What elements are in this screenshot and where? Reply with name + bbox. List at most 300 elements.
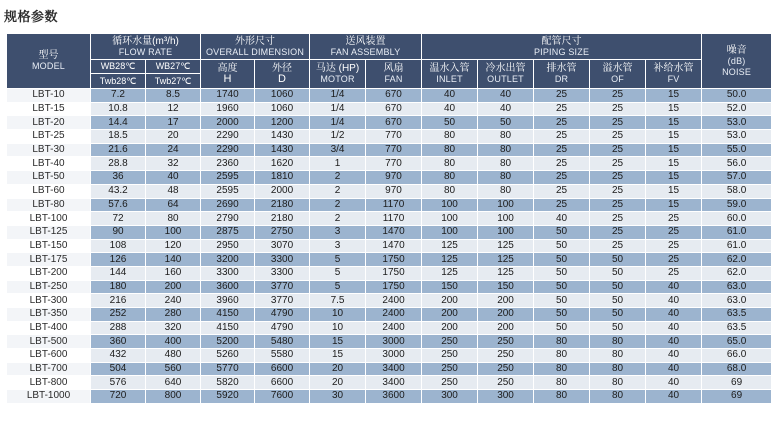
cell-makeup: 40: [646, 321, 702, 335]
cell-outlet: 125: [478, 253, 534, 267]
cell-noise: 58.0: [702, 184, 772, 198]
cell-model: LBT-400: [7, 321, 91, 335]
cell-outlet: 125: [478, 266, 534, 280]
header-noise-en: NOISE: [722, 66, 752, 77]
header-overflow: [590, 60, 646, 89]
cell-outlet: 100: [478, 225, 534, 239]
cell-makeup: 25: [646, 212, 702, 226]
header-makeup-cn: 补给水管: [653, 63, 694, 74]
cell-diameter: 1060: [255, 102, 310, 116]
cell-flow-wb28: 10.8: [91, 102, 146, 116]
cell-flow-wb27: 32: [146, 157, 201, 171]
cell-diameter: 2000: [255, 184, 310, 198]
cell-outlet: 150: [478, 280, 534, 294]
cell-diameter: 3770: [255, 294, 310, 308]
cell-flow-wb27: 80: [146, 212, 201, 226]
header-noise-cn: 噪音: [726, 44, 747, 56]
header-motor-en: MOTOR: [320, 74, 355, 84]
cell-outlet: 200: [478, 321, 534, 335]
cell-inlet: 100: [422, 212, 478, 226]
header-inlet-cn: 温水入管: [429, 63, 470, 74]
cell-outlet: 250: [478, 376, 534, 390]
cell-overflow: 50: [590, 280, 646, 294]
cell-diameter: 5480: [255, 335, 310, 349]
header-piping-en: PIPING SIZE: [533, 46, 590, 57]
cell-flow-wb28: 43.2: [91, 184, 146, 198]
cell-inlet: 100: [422, 225, 478, 239]
cell-height: 5920: [201, 390, 255, 404]
cell-motor: 20: [310, 362, 366, 376]
cell-height: 1960: [201, 102, 255, 116]
cell-motor: 3/4: [310, 143, 366, 157]
cell-fan: 1470: [366, 239, 422, 253]
cell-flow-wb27: 480: [146, 349, 201, 363]
header-makeup: [646, 60, 702, 89]
cell-diameter: 6600: [255, 376, 310, 390]
header-flow-twb28: Twb28℃: [91, 74, 146, 89]
cell-inlet: 100: [422, 198, 478, 212]
cell-noise: 57.0: [702, 171, 772, 185]
cell-flow-wb27: 400: [146, 335, 201, 349]
cell-flow-wb27: 8.5: [146, 89, 201, 103]
cell-inlet: 80: [422, 143, 478, 157]
header-fan-en: FAN: [384, 74, 403, 84]
cell-noise: 63.0: [702, 294, 772, 308]
header-makeup-en: FV: [667, 74, 680, 84]
table-row: [7, 212, 772, 226]
cell-outlet: 100: [478, 212, 534, 226]
cell-overflow: 50: [590, 308, 646, 322]
cell-diameter: 5580: [255, 349, 310, 363]
header-inlet-en: INLET: [436, 74, 463, 84]
cell-model: LBT-300: [7, 294, 91, 308]
cell-outlet: 250: [478, 349, 534, 363]
cell-height: 5200: [201, 335, 255, 349]
cell-motor: 2: [310, 171, 366, 185]
cell-overflow: 25: [590, 157, 646, 171]
cell-overflow: 25: [590, 130, 646, 144]
header-dimension-cn: 外形尺寸: [235, 35, 276, 47]
cell-outlet: 80: [478, 157, 534, 171]
cell-flow-wb27: 240: [146, 294, 201, 308]
cell-inlet: 80: [422, 130, 478, 144]
cell-flow-wb28: 504: [91, 362, 146, 376]
cell-diameter: 7600: [255, 390, 310, 404]
cell-noise: 53.0: [702, 116, 772, 130]
cell-fan: 2400: [366, 294, 422, 308]
cell-fan: 670: [366, 102, 422, 116]
table-row: [7, 143, 772, 157]
cell-flow-wb28: 360: [91, 335, 146, 349]
cell-makeup: 40: [646, 308, 702, 322]
table-row: [7, 225, 772, 239]
cell-fan: 970: [366, 171, 422, 185]
cell-height: 5820: [201, 376, 255, 390]
header-overflow-cn: 溢水管: [602, 63, 633, 74]
table-row: [7, 102, 772, 116]
cell-overflow: 80: [590, 349, 646, 363]
header-diameter: [255, 60, 310, 89]
cell-fan: 1750: [366, 280, 422, 294]
cell-noise: 52.0: [702, 102, 772, 116]
cell-makeup: 40: [646, 376, 702, 390]
cell-fan: 670: [366, 89, 422, 103]
cell-overflow: 50: [590, 253, 646, 267]
cell-inlet: 150: [422, 280, 478, 294]
cell-model: LBT-100: [7, 212, 91, 226]
cell-flow-wb27: 800: [146, 390, 201, 404]
cell-flow-wb28: 90: [91, 225, 146, 239]
cell-flow-wb27: 48: [146, 184, 201, 198]
header-drain-cn: 排水管: [546, 63, 577, 74]
cell-fan: 3000: [366, 335, 422, 349]
spec-table: [6, 33, 772, 404]
cell-inlet: 250: [422, 349, 478, 363]
cell-overflow: 25: [590, 171, 646, 185]
table-row: [7, 294, 772, 308]
cell-makeup: 15: [646, 102, 702, 116]
cell-height: 2595: [201, 171, 255, 185]
header-overflow-en: OF: [611, 74, 624, 84]
table-row: [7, 280, 772, 294]
cell-diameter: 3300: [255, 253, 310, 267]
cell-overflow: 80: [590, 376, 646, 390]
header-outlet: [478, 60, 534, 89]
cell-drain: 25: [534, 102, 590, 116]
cell-inlet: 250: [422, 362, 478, 376]
header-height-cn: 高度: [217, 63, 238, 74]
cell-drain: 25: [534, 89, 590, 103]
table-row: [7, 184, 772, 198]
cell-drain: 40: [534, 212, 590, 226]
header-model: [7, 34, 91, 89]
cell-makeup: 15: [646, 89, 702, 103]
table-row: [7, 171, 772, 185]
cell-overflow: 50: [590, 321, 646, 335]
cell-model: LBT-10: [7, 89, 91, 103]
cell-overflow: 25: [590, 143, 646, 157]
cell-makeup: 15: [646, 130, 702, 144]
cell-motor: 2: [310, 184, 366, 198]
cell-motor: 5: [310, 280, 366, 294]
cell-overflow: 80: [590, 335, 646, 349]
cell-makeup: 25: [646, 266, 702, 280]
header-piping-cn: 配管尺寸: [541, 35, 582, 47]
cell-overflow: 25: [590, 89, 646, 103]
cell-model: LBT-350: [7, 308, 91, 322]
cell-flow-wb28: 57.6: [91, 198, 146, 212]
cell-noise: 62.0: [702, 253, 772, 267]
cell-noise: 63.5: [702, 308, 772, 322]
cell-outlet: 250: [478, 335, 534, 349]
cell-model: LBT-600: [7, 349, 91, 363]
cell-flow-wb28: 108: [91, 239, 146, 253]
cell-flow-wb28: 14.4: [91, 116, 146, 130]
cell-drain: 50: [534, 294, 590, 308]
cell-model: LBT-40: [7, 157, 91, 171]
header-dimension-en: OVERALL DIMENSION: [205, 46, 305, 57]
header-fan: [366, 60, 422, 89]
cell-model: LBT-25: [7, 130, 91, 144]
cell-flow-wb28: 288: [91, 321, 146, 335]
cell-outlet: 200: [478, 294, 534, 308]
header-motor: [310, 60, 366, 89]
cell-height: 2290: [201, 143, 255, 157]
cell-flow-wb27: 560: [146, 362, 201, 376]
header-fan-assembly: [310, 34, 422, 60]
cell-inlet: 200: [422, 308, 478, 322]
cell-overflow: 25: [590, 102, 646, 116]
cell-outlet: 300: [478, 390, 534, 404]
cell-drain: 80: [534, 349, 590, 363]
cell-outlet: 40: [478, 102, 534, 116]
cell-motor: 1/2: [310, 130, 366, 144]
cell-noise: 56.0: [702, 157, 772, 171]
header-outlet-cn: 冷水出管: [485, 63, 526, 74]
cell-flow-wb27: 17: [146, 116, 201, 130]
cell-makeup: 15: [646, 184, 702, 198]
table-row: [7, 239, 772, 253]
cell-overflow: 25: [590, 212, 646, 226]
cell-fan: 970: [366, 184, 422, 198]
cell-height: 2950: [201, 239, 255, 253]
table-row: [7, 116, 772, 130]
cell-motor: 2: [310, 212, 366, 226]
cell-makeup: 40: [646, 280, 702, 294]
cell-overflow: 25: [590, 198, 646, 212]
cell-height: 5260: [201, 349, 255, 363]
cell-noise: 66.0: [702, 349, 772, 363]
cell-makeup: 40: [646, 390, 702, 404]
cell-inlet: 125: [422, 266, 478, 280]
header-piping: [422, 34, 702, 60]
cell-noise: 65.0: [702, 335, 772, 349]
cell-flow-wb27: 640: [146, 376, 201, 390]
cell-overflow: 50: [590, 294, 646, 308]
cell-fan: 3400: [366, 376, 422, 390]
cell-drain: 25: [534, 171, 590, 185]
cell-outlet: 80: [478, 130, 534, 144]
cell-makeup: 25: [646, 253, 702, 267]
cell-drain: 80: [534, 335, 590, 349]
cell-motor: 5: [310, 266, 366, 280]
header-fan-cn: 风扇: [383, 63, 404, 74]
cell-flow-wb28: 28.8: [91, 157, 146, 171]
cell-diameter: 2180: [255, 198, 310, 212]
cell-flow-wb27: 40: [146, 171, 201, 185]
header-motor-cn: 马达 (HP): [315, 63, 360, 74]
cell-makeup: 15: [646, 116, 702, 130]
header-outlet-en: OUTLET: [487, 74, 524, 84]
cell-motor: 1/4: [310, 116, 366, 130]
cell-drain: 25: [534, 143, 590, 157]
cell-height: 2000: [201, 116, 255, 130]
cell-diameter: 1430: [255, 143, 310, 157]
cell-fan: 1170: [366, 212, 422, 226]
cell-flow-wb28: 216: [91, 294, 146, 308]
table-row: [7, 89, 772, 103]
cell-drain: 80: [534, 376, 590, 390]
page-title: 规格参数: [4, 10, 59, 25]
cell-overflow: 25: [590, 116, 646, 130]
cell-flow-wb28: 7.2: [91, 89, 146, 103]
cell-inlet: 200: [422, 321, 478, 335]
cell-height: 5770: [201, 362, 255, 376]
cell-flow-wb28: 21.6: [91, 143, 146, 157]
header-fan-assembly-en: FAN ASSEMBLY: [330, 46, 401, 57]
cell-outlet: 80: [478, 184, 534, 198]
cell-fan: 770: [366, 130, 422, 144]
header-height: [201, 60, 255, 89]
cell-inlet: 200: [422, 294, 478, 308]
table-header: [7, 34, 772, 89]
cell-fan: 2400: [366, 308, 422, 322]
cell-motor: 10: [310, 308, 366, 322]
cell-overflow: 80: [590, 362, 646, 376]
table-row: [7, 157, 772, 171]
cell-inlet: 80: [422, 171, 478, 185]
cell-overflow: 80: [590, 390, 646, 404]
cell-model: LBT-20: [7, 116, 91, 130]
cell-flow-wb27: 24: [146, 143, 201, 157]
cell-drain: 25: [534, 130, 590, 144]
cell-overflow: 25: [590, 239, 646, 253]
cell-diameter: 1620: [255, 157, 310, 171]
cell-inlet: 250: [422, 335, 478, 349]
cell-noise: 53.0: [702, 130, 772, 144]
cell-motor: 3: [310, 225, 366, 239]
cell-drain: 25: [534, 198, 590, 212]
cell-drain: 50: [534, 280, 590, 294]
cell-noise: 61.0: [702, 225, 772, 239]
header-drain-en: DR: [554, 74, 569, 84]
cell-height: 2875: [201, 225, 255, 239]
cell-makeup: 40: [646, 349, 702, 363]
cell-height: 3960: [201, 294, 255, 308]
cell-model: LBT-250: [7, 280, 91, 294]
cell-model: LBT-200: [7, 266, 91, 280]
table-row: [7, 266, 772, 280]
cell-makeup: 15: [646, 171, 702, 185]
table-row: [7, 321, 772, 335]
cell-flow-wb28: 72: [91, 212, 146, 226]
cell-height: 3300: [201, 266, 255, 280]
table-body: [7, 89, 772, 404]
cell-model: LBT-800: [7, 376, 91, 390]
cell-fan: 3600: [366, 390, 422, 404]
cell-noise: 61.0: [702, 239, 772, 253]
cell-outlet: 250: [478, 362, 534, 376]
header-height-en: H: [223, 73, 232, 85]
header-inlet: [422, 60, 478, 89]
cell-fan: 1470: [366, 225, 422, 239]
header-noise-unit: (dB): [727, 55, 746, 66]
cell-model: LBT-150: [7, 239, 91, 253]
cell-fan: 770: [366, 143, 422, 157]
cell-makeup: 15: [646, 143, 702, 157]
cell-flow-wb27: 100: [146, 225, 201, 239]
cell-overflow: 25: [590, 225, 646, 239]
table-row: [7, 362, 772, 376]
cell-motor: 20: [310, 376, 366, 390]
cell-model: LBT-175: [7, 253, 91, 267]
cell-drain: 25: [534, 184, 590, 198]
cell-height: 4150: [201, 308, 255, 322]
cell-diameter: 2750: [255, 225, 310, 239]
cell-drain: 50: [534, 266, 590, 280]
cell-motor: 15: [310, 349, 366, 363]
cell-noise: 59.0: [702, 198, 772, 212]
cell-fan: 3400: [366, 362, 422, 376]
cell-model: LBT-50: [7, 171, 91, 185]
cell-diameter: 4790: [255, 308, 310, 322]
cell-motor: 30: [310, 390, 366, 404]
cell-overflow: 50: [590, 266, 646, 280]
table-row: [7, 349, 772, 363]
cell-motor: 15: [310, 335, 366, 349]
cell-drain: 50: [534, 239, 590, 253]
cell-makeup: 25: [646, 239, 702, 253]
cell-inlet: 40: [422, 102, 478, 116]
header-flow-cn: 循环水量(m³/h): [112, 35, 179, 47]
cell-diameter: 1060: [255, 89, 310, 103]
cell-fan: 1750: [366, 253, 422, 267]
cell-model: LBT-30: [7, 143, 91, 157]
cell-makeup: 15: [646, 198, 702, 212]
table-row: [7, 376, 772, 390]
cell-flow-wb27: 64: [146, 198, 201, 212]
cell-drain: 50: [534, 225, 590, 239]
cell-height: 3200: [201, 253, 255, 267]
cell-diameter: 6600: [255, 362, 310, 376]
cell-makeup: 15: [646, 157, 702, 171]
cell-flow-wb28: 432: [91, 349, 146, 363]
cell-drain: 50: [534, 308, 590, 322]
cell-flow-wb27: 160: [146, 266, 201, 280]
header-drain: [534, 60, 590, 89]
cell-noise: 62.0: [702, 266, 772, 280]
cell-drain: 80: [534, 362, 590, 376]
cell-diameter: 1810: [255, 171, 310, 185]
cell-drain: 80: [534, 390, 590, 404]
cell-outlet: 125: [478, 239, 534, 253]
cell-model: LBT-80: [7, 198, 91, 212]
cell-fan: 1170: [366, 198, 422, 212]
cell-flow-wb27: 12: [146, 102, 201, 116]
cell-height: 3600: [201, 280, 255, 294]
header-diameter-en: D: [278, 73, 286, 85]
cell-height: 2790: [201, 212, 255, 226]
cell-inlet: 250: [422, 376, 478, 390]
cell-noise: 55.0: [702, 143, 772, 157]
cell-inlet: 50: [422, 116, 478, 130]
cell-flow-wb28: 36: [91, 171, 146, 185]
cell-motor: 5: [310, 253, 366, 267]
cell-model: LBT-700: [7, 362, 91, 376]
cell-motor: 1/4: [310, 102, 366, 116]
cell-fan: 770: [366, 157, 422, 171]
cell-flow-wb28: 126: [91, 253, 146, 267]
cell-flow-wb27: 120: [146, 239, 201, 253]
header-noise: [702, 34, 772, 89]
cell-outlet: 40: [478, 89, 534, 103]
cell-height: 2690: [201, 198, 255, 212]
cell-motor: 7.5: [310, 294, 366, 308]
cell-height: 2595: [201, 184, 255, 198]
cell-model: LBT-60: [7, 184, 91, 198]
cell-overflow: 25: [590, 184, 646, 198]
cell-drain: 50: [534, 253, 590, 267]
